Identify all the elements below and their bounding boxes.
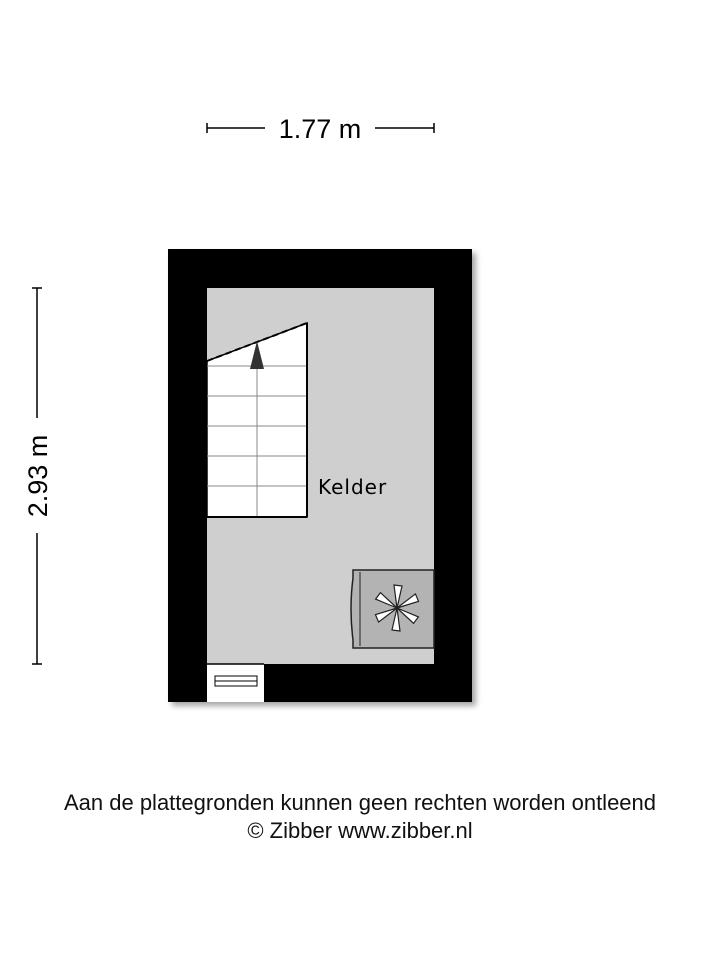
- window-icon: [207, 664, 264, 702]
- room-label-kelder: Kelder: [318, 475, 388, 499]
- fan-icon: [351, 570, 434, 648]
- copyright-text: © Zibber www.zibber.nl: [247, 818, 473, 843]
- width-label: 1.77 m: [278, 114, 362, 144]
- width-dimension: [207, 114, 434, 144]
- disclaimer-text: Aan de plattegronden kunnen geen rechten worden ontleend: [63, 790, 657, 815]
- height-dimension: [23, 288, 53, 664]
- height-label: 2.93 m: [23, 434, 53, 518]
